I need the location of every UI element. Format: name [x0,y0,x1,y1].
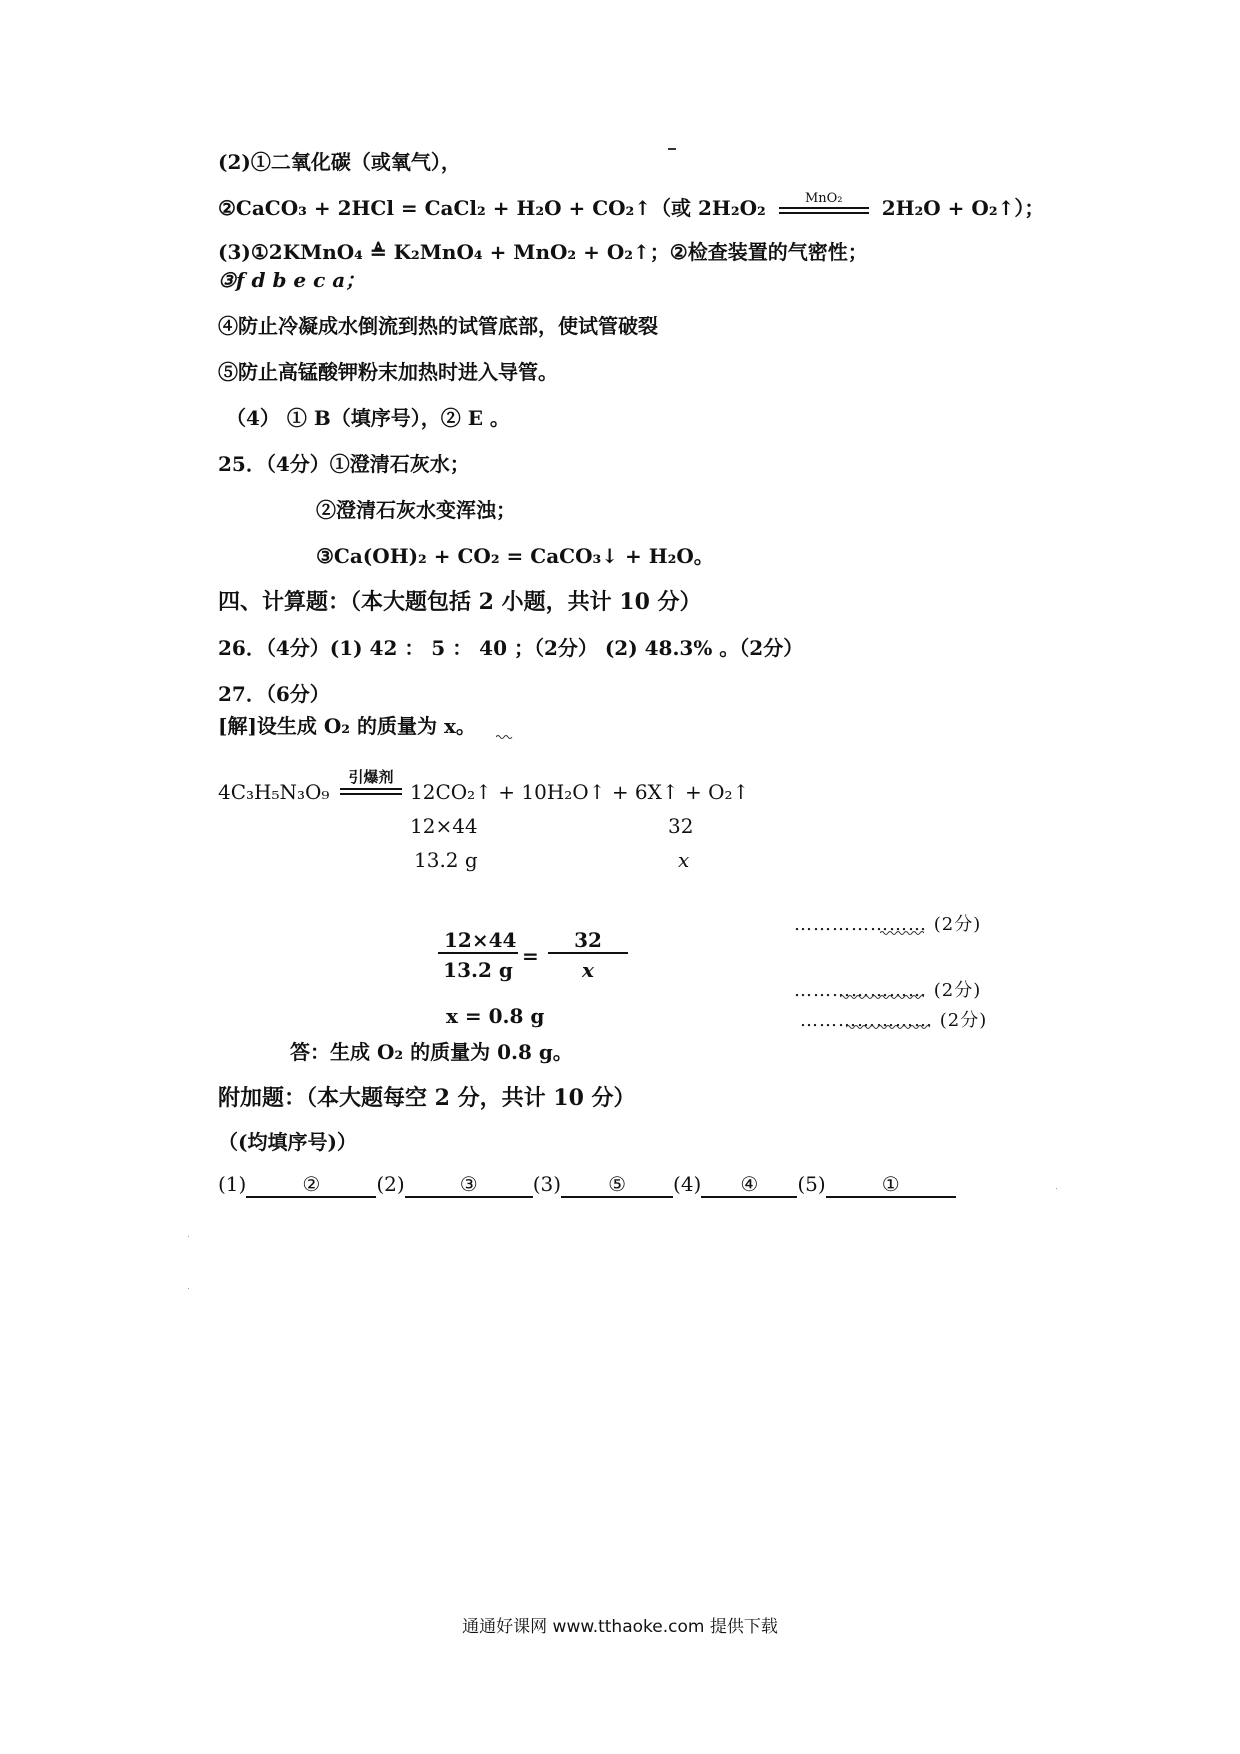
blank-answer-2: ③ [405,1172,533,1198]
question-27: 27．（6分） [218,682,330,706]
fraction-equals: = [522,944,539,968]
equation-caco3: ②CaCO₃ + 2HCl = CaCl₂ + H₂O + CO₂↑（或 2H₂O₂ [218,196,766,220]
blank-label-2: (2) [376,1172,405,1196]
equation-products: 12CO₂↑ + 10H₂O↑ + 6X↑ + O₂↑ [410,780,750,804]
blank-label-5: (5) [797,1172,826,1196]
mass-co2: 13.2 g [414,848,478,872]
fraction-right-numerator: 32 [548,928,628,954]
wavy-underline-1 [880,930,924,936]
reaction-arrow-mno2 [779,191,869,214]
molar-mass-co2: 12×44 [410,814,478,838]
speck-1 [1056,1188,1057,1189]
wavy-underline-3 [846,1024,930,1030]
reaction-arrow-detonator [340,766,402,795]
molar-mass-o2: 32 [668,814,694,838]
answer-line-2-1: (2)①二氧化碳（或氧气）， [218,150,461,174]
equation-reactant: 4C₃H₅N₃O₉ [218,780,330,804]
answer-line-3-3: ③f d b e c a； [218,268,366,292]
score-mark-2: ………………… (2分) [794,980,982,1001]
answer-line-3-5: ⑤防止高锰酸钾粉末加热时进入导管。 [218,360,558,384]
speck-3 [188,1288,189,1289]
equation-h2o2-products: 2H₂O + O₂↑）； [881,196,1045,220]
blank-answer-3: ⑤ [561,1172,673,1198]
fraction-left [438,928,518,982]
fraction-right-denominator: x [582,958,594,982]
speck-2 [188,1236,189,1237]
answer-line-2-2 [218,191,1045,220]
stray-mark [668,148,676,150]
blank-answer-5: ① [826,1172,956,1198]
blank-label-4: (4) [673,1172,702,1196]
result-value: x = 0.8 g [446,1004,545,1028]
blank-answer-4: ④ [701,1172,797,1198]
wavy-underline-2 [840,994,924,1000]
answer-line-3-4: ④防止冷凝成水倒流到热的试管底部，使试管破裂 [218,314,658,338]
blank-label-1: (1) [218,1172,247,1196]
detonator-label: 引爆剂 [348,768,394,786]
question-26: 26．（4分）(1) 42 ： 5 ： 40 ；（2分） (2) 48.3% 。（2分） [218,636,804,660]
squiggle-mark [496,734,514,740]
catalyst-label: MnO₂ [804,191,843,206]
fraction-left-numerator: 12×44 [438,928,518,954]
footer-source: 通通好课网 www.tthaoke.com 提供下载 [462,1617,778,1637]
score-mark-3: ………………… (2分) [800,1010,988,1031]
question-25-line-3: ③Ca(OH)₂ + CO₂ = CaCO₃↓ + H₂O。 [316,544,714,568]
answer-line-3-1: (3)①2KMnO₄ ≜ K₂MnO₄ + MnO₂ + O₂↑；②检查装置的气密性； [218,240,868,264]
mass-o2-unknown: x [678,848,690,872]
blank-answer-1: ② [246,1172,376,1198]
section-heading-bonus: 附加题：（本大题每空 2 分，共计 10 分） [218,1085,636,1111]
answer-line-4: （4） ① B（填序号），② E 。 [226,406,510,430]
bonus-blanks-row [218,1172,956,1198]
blank-label-3: (3) [532,1172,562,1196]
final-answer: 答：生成 O₂ 的质量为 0.8 g。 [290,1040,573,1064]
question-25-line-1: 25．（4分）①澄清石灰水； [218,452,470,476]
fraction-left-denominator: 13.2 g [443,958,513,982]
solution-assumption: [解]设生成 O₂ 的质量为 x。 [218,714,476,738]
bonus-note: （(均填序号)） [218,1130,357,1154]
section-heading-calculation: 四、计算题：（本大题包括 2 小题，共计 10 分） [218,589,702,615]
score-mark-1: ………………… (2分) [794,914,982,935]
question-25-line-2: ②澄清石灰水变浑浊； [316,498,516,522]
fraction-right [548,928,628,982]
